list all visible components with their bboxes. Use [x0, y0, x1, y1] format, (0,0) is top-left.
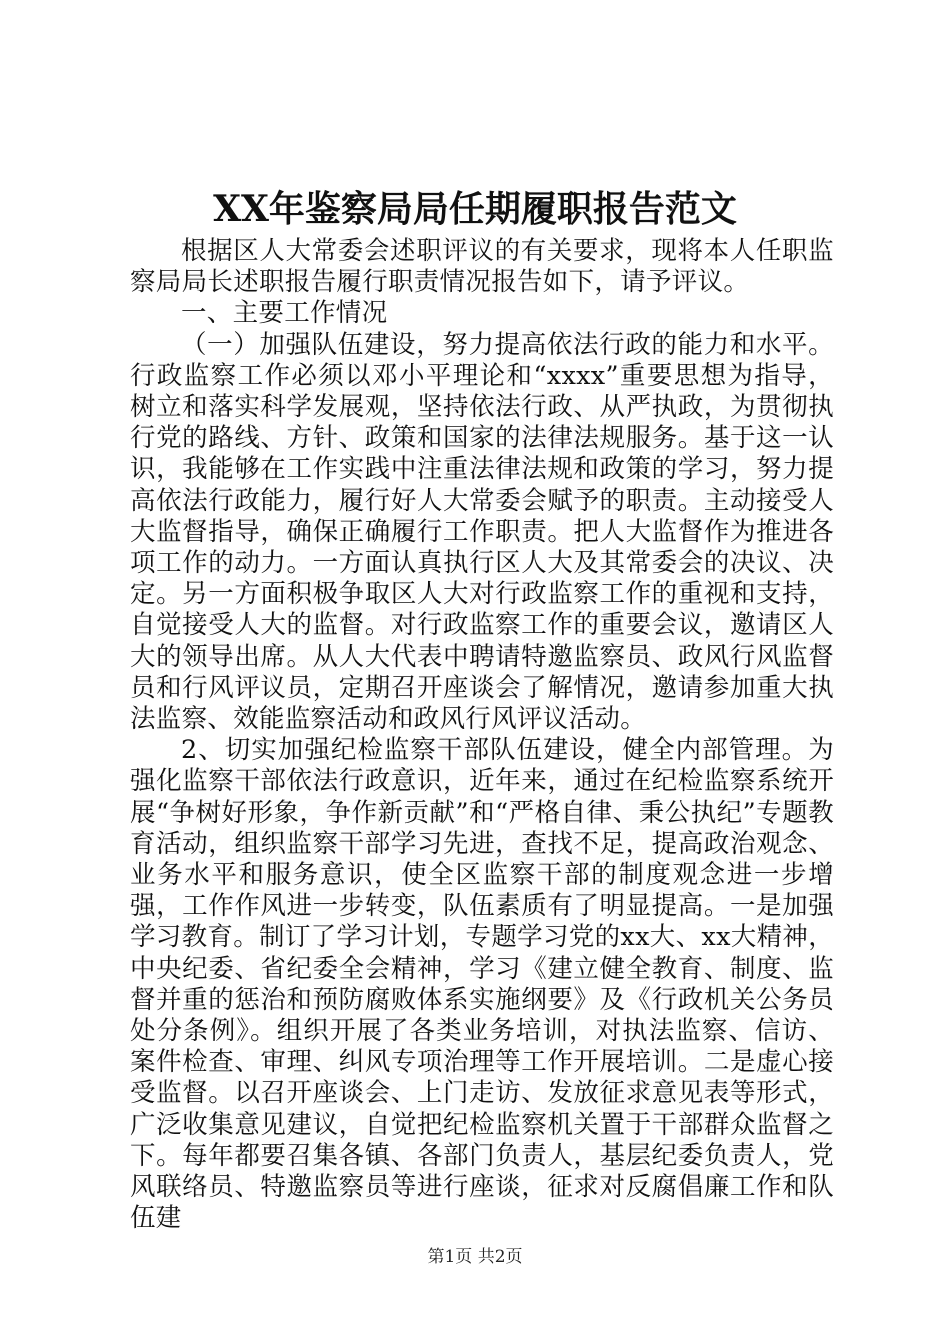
page-footer: 第1页 共2页 — [427, 1247, 523, 1267]
document-title: XX年鉴察局局任期履职报告范文 — [213, 188, 737, 230]
paragraph-intro: 根据区人大常委会述职评议的有关要求，现将本人任职监察局局长述职报告履行职责情况报告如下，请予评议。 — [130, 236, 834, 298]
document-body — [130, 236, 834, 1235]
section-heading-main-work: 一、主要工作情况 — [181, 298, 388, 329]
paragraph-team-building: （一）加强队伍建设，努力提高依法行政的能力和水平。行政监察工作必须以邓小平理论和“xxxx”重要思想为指导，树立和落实科学发展观，坚持依法行政、从严执政，为贯彻执行党的路线、方针、政策和国家的法律法规服务。基于这一认识，我能够在工作实践中注重法律法规和政策的学习，努力提高依法行政能力，履行好人大常委会赋予的职责。主动接受人大监督指导，确保正确履行工作职责。把人大监督作为推进各项工作的动力。一方面认真执行区人大及其常委会的决议、决定。另一方面积极争取区人大对行政监察工作的重视和支持，自觉接受人大的监督。对行政监察工作的重要会议，邀请区人大的领导出席。从人大代表中聘请特邀监察员、政风行风监督员和行风评议员，定期召开座谈会了解情况，邀请参加重大执法监察、效能监察活动和政风行风评议活动。 — [130, 329, 834, 735]
paragraph-cadre-building: 2、切实加强纪检监察干部队伍建设，健全内部管理。为强化监察干部依法行政意识，近年来，通过在纪检监察系统开展“争树好形象，争作新贡献”和“严格自律、秉公执纪”专题教育活动，组织监察干部学习先进，查找不足，提高政治观念、业务水平和服务意识，使全区监察干部的制度观念进一步增强，工作作风进一步转变，队伍素质有了明显提高。一是加强学习教育。制订了学习计划，专题学习党的xx大、xx大精神，中央纪委、省纪委全会精神，学习《建立健全教育、制度、监督并重的惩治和预防腐败体系实施纲要》及《行政机关公务员处分条例》。组织开展了各类业务培训，对执法监察、信访、案件检查、审理、纠风专项治理等工作开展培训。二是虚心接受监督。以召开座谈会、上门走访、发放征求意见表等形式，广泛收集意见建议，自觉把纪检监察机关置于干部群众监督之下。每年都要召集各镇、各部门负责人，基层纪委负责人，党风联络员、特邀监察员等进行座谈，征求对反腐倡廉工作和队伍建 — [130, 735, 834, 1234]
